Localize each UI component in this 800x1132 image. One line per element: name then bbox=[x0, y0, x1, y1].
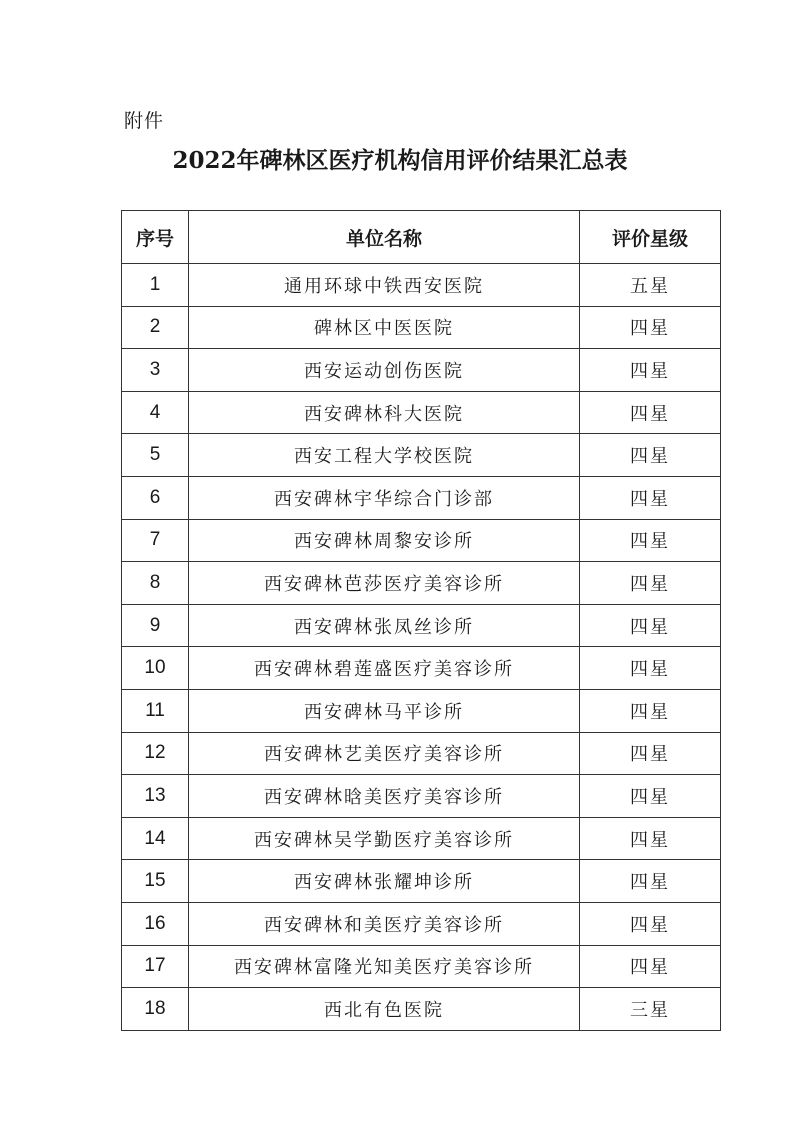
cell-serial-number: 17 bbox=[122, 945, 189, 988]
cell-serial-number: 13 bbox=[122, 775, 189, 818]
cell-rating-level: 四星 bbox=[580, 519, 721, 562]
credit-rating-table bbox=[121, 210, 721, 1031]
cell-serial-number: 3 bbox=[122, 349, 189, 392]
cell-serial-number: 11 bbox=[122, 689, 189, 732]
header-serial-number: 序号 bbox=[122, 211, 189, 264]
cell-rating-level: 五星 bbox=[580, 264, 721, 307]
cell-unit-name: 西安碑林马平诊所 bbox=[189, 689, 580, 732]
header-rating-level: 评价星级 bbox=[580, 211, 721, 264]
cell-serial-number: 16 bbox=[122, 902, 189, 945]
table-row bbox=[122, 349, 721, 392]
cell-unit-name: 西安碑林科大医院 bbox=[189, 391, 580, 434]
cell-unit-name: 西安碑林碧莲盛医疗美容诊所 bbox=[189, 647, 580, 690]
table-row bbox=[122, 775, 721, 818]
cell-rating-level: 四星 bbox=[580, 604, 721, 647]
table-row bbox=[122, 902, 721, 945]
table-row bbox=[122, 519, 721, 562]
cell-serial-number: 10 bbox=[122, 647, 189, 690]
attachment-label: 附件 bbox=[124, 110, 165, 132]
cell-serial-number: 6 bbox=[122, 476, 189, 519]
table-row bbox=[122, 562, 721, 605]
cell-serial-number: 15 bbox=[122, 860, 189, 903]
cell-rating-level: 四星 bbox=[580, 817, 721, 860]
cell-serial-number: 8 bbox=[122, 562, 189, 605]
cell-unit-name: 西安碑林晗美医疗美容诊所 bbox=[189, 775, 580, 818]
cell-unit-name: 西安碑林宇华综合门诊部 bbox=[189, 476, 580, 519]
table-row bbox=[122, 689, 721, 732]
cell-serial-number: 9 bbox=[122, 604, 189, 647]
cell-unit-name: 西北有色医院 bbox=[189, 988, 580, 1031]
cell-rating-level: 四星 bbox=[580, 476, 721, 519]
cell-rating-level: 四星 bbox=[580, 306, 721, 349]
table-row bbox=[122, 732, 721, 775]
table-row bbox=[122, 604, 721, 647]
table-row bbox=[122, 945, 721, 988]
table-header-row bbox=[122, 211, 721, 264]
cell-serial-number: 12 bbox=[122, 732, 189, 775]
table-row bbox=[122, 476, 721, 519]
table-body bbox=[122, 264, 721, 1031]
cell-rating-level: 四星 bbox=[580, 860, 721, 903]
cell-unit-name: 西安碑林周黎安诊所 bbox=[189, 519, 580, 562]
cell-serial-number: 4 bbox=[122, 391, 189, 434]
cell-rating-level: 三星 bbox=[580, 988, 721, 1031]
cell-rating-level: 四星 bbox=[580, 391, 721, 434]
cell-rating-level: 四星 bbox=[580, 775, 721, 818]
table-row bbox=[122, 434, 721, 477]
cell-unit-name: 通用环球中铁西安医院 bbox=[189, 264, 580, 307]
table-row bbox=[122, 306, 721, 349]
table-row bbox=[122, 817, 721, 860]
header-unit-name: 单位名称 bbox=[189, 211, 580, 264]
cell-unit-name: 西安碑林艺美医疗美容诊所 bbox=[189, 732, 580, 775]
cell-rating-level: 四星 bbox=[580, 647, 721, 690]
cell-unit-name: 西安碑林富隆光知美医疗美容诊所 bbox=[189, 945, 580, 988]
table-row bbox=[122, 860, 721, 903]
cell-serial-number: 7 bbox=[122, 519, 189, 562]
table-row bbox=[122, 391, 721, 434]
cell-unit-name: 西安碑林吴学勤医疗美容诊所 bbox=[189, 817, 580, 860]
table-row bbox=[122, 647, 721, 690]
document-title: 2022年碑林区医疗机构信用评价结果汇总表 bbox=[172, 147, 628, 174]
cell-unit-name: 西安工程大学校医院 bbox=[189, 434, 580, 477]
table-row bbox=[122, 988, 721, 1031]
cell-unit-name: 西安碑林张凤丝诊所 bbox=[189, 604, 580, 647]
cell-rating-level: 四星 bbox=[580, 945, 721, 988]
cell-serial-number: 14 bbox=[122, 817, 189, 860]
table-header bbox=[122, 211, 721, 264]
cell-unit-name: 西安碑林芭莎医疗美容诊所 bbox=[189, 562, 580, 605]
cell-rating-level: 四星 bbox=[580, 732, 721, 775]
cell-serial-number: 18 bbox=[122, 988, 189, 1031]
table-row bbox=[122, 264, 721, 307]
cell-unit-name: 西安碑林和美医疗美容诊所 bbox=[189, 902, 580, 945]
cell-rating-level: 四星 bbox=[580, 562, 721, 605]
cell-unit-name: 碑林区中医医院 bbox=[189, 306, 580, 349]
cell-serial-number: 2 bbox=[122, 306, 189, 349]
cell-serial-number: 1 bbox=[122, 264, 189, 307]
cell-unit-name: 西安碑林张耀坤诊所 bbox=[189, 860, 580, 903]
cell-unit-name: 西安运动创伤医院 bbox=[189, 349, 580, 392]
cell-rating-level: 四星 bbox=[580, 349, 721, 392]
cell-rating-level: 四星 bbox=[580, 689, 721, 732]
cell-rating-level: 四星 bbox=[580, 902, 721, 945]
cell-rating-level: 四星 bbox=[580, 434, 721, 477]
cell-serial-number: 5 bbox=[122, 434, 189, 477]
